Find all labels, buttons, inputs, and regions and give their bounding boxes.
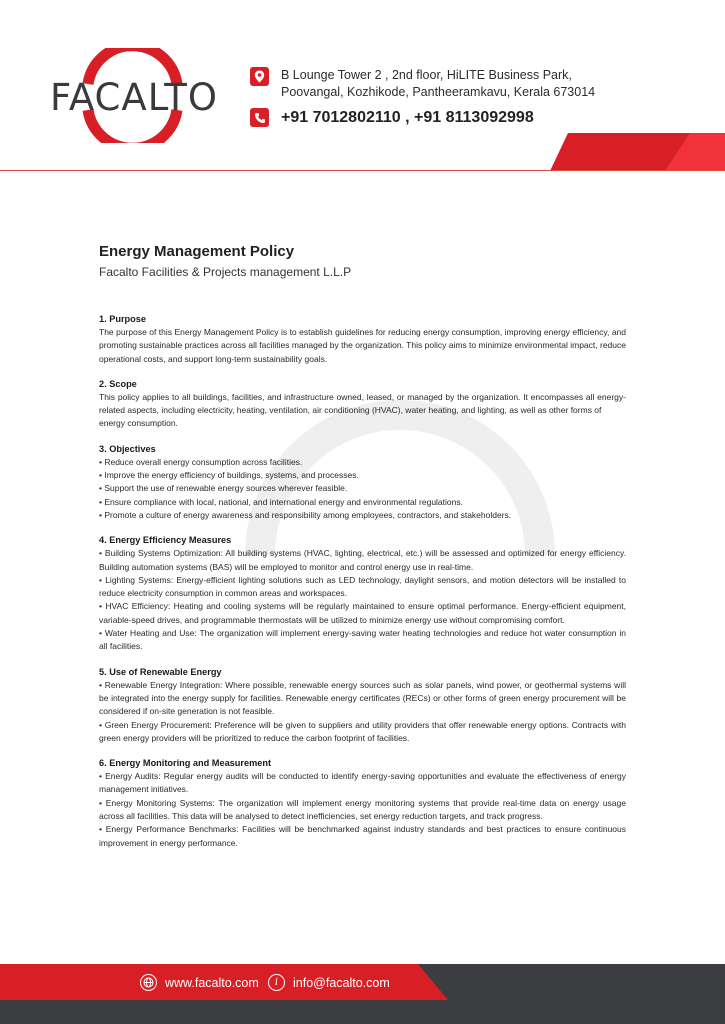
logo-text: FACALTO xyxy=(50,76,218,119)
list-item: • Promote a culture of energy awareness and responsibility among employees, contractors, and stakeholders. xyxy=(99,509,512,520)
section-renewable-energy xyxy=(99,666,626,745)
list-item: • Improve the energy efficiency of buildings, systems, and processes. xyxy=(99,470,359,481)
address-block xyxy=(250,67,595,101)
list-item: • Energy Audits: Regular energy audits will be conducted to identify energy-saving opportunities and evaluate the effectiveness of energy management initiatives. xyxy=(99,771,626,795)
info-icon: i xyxy=(268,974,285,991)
address-line-1: B Lounge Tower 2 , 2nd floor, HiLITE Business Park, xyxy=(281,68,572,82)
section-efficiency-measures xyxy=(99,534,626,653)
bullet-list xyxy=(99,456,626,522)
address-line-2: Poovangal, Kozhikode, Pantheeramkavu, Kerala 673014 xyxy=(281,85,596,99)
list-item: • Ensure compliance with local, national, and international energy and environmental regulations. xyxy=(99,496,463,507)
document-subtitle: Facalto Facilities & Projects management L.L.P xyxy=(99,265,352,279)
phone-block xyxy=(250,108,534,128)
list-item: • Lighting Systems: Energy-efficient lighting solutions such as LED technology, daylight sensors, and motion detectors will be installed to reduce electricity consumption in common areas and workspaces. xyxy=(99,574,626,599)
list-item: • Green Energy Procurement: Preference will be given to suppliers and utility providers that offer renewable energy options. Contracts with green energy providers will be prioritized to reduce the carbon footprint of facilities. xyxy=(99,719,626,743)
company-logo xyxy=(50,48,218,143)
list-item: • HVAC Efficiency: Heating and cooling systems will be regularly maintained to ensure optimal performance. Energy-efficient equipment, variable-speed drives, and programmable thermostats will be utilized to minimize energy use without compromising comfort. xyxy=(99,601,626,625)
globe-icon xyxy=(140,974,157,991)
section-heading: 3. Objectives xyxy=(99,443,156,454)
location-pin-icon xyxy=(250,67,269,86)
section-paragraph: The purpose of this Energy Management Policy is to establish guidelines for reducing energy consumption, improving energy efficiency, and promoting sustainable practices across all facilities managed by the organization. This policy aims to minimize environmental impact, reduce operational costs, and support long-term sustainability goals. xyxy=(99,327,626,364)
list-item: • Support the use of renewable energy sources wherever feasible. xyxy=(99,483,348,494)
bullet-list xyxy=(99,547,626,653)
section-heading: 4. Energy Efficiency Measures xyxy=(99,535,232,546)
list-item: • Water Heating and Use: The organization will implement energy-saving water heating technologies and reduce hot water consumption in all facilities. xyxy=(99,628,626,652)
header-red-band xyxy=(550,133,725,173)
section-scope xyxy=(99,378,626,431)
section-monitoring xyxy=(99,757,626,850)
document-body xyxy=(99,243,626,862)
section-heading: 5. Use of Renewable Energy xyxy=(99,666,222,677)
bullet-list xyxy=(99,679,626,745)
footer-website[interactable] xyxy=(140,974,259,991)
list-item: • Reduce overall energy consumption across facilities. xyxy=(99,456,303,467)
section-paragraph: This policy applies to all buildings, facilities, and infrastructure owned, leased, or managed by the organization. It encompasses all energy-related aspects, including electricity, heating, ventilation, air conditioning (HVAC), water heating, and lighting, as well as other forms of xyxy=(99,391,626,416)
bullet-list xyxy=(99,770,626,850)
section-heading: 6. Energy Monitoring and Measurement xyxy=(99,758,272,769)
section-heading: 2. Scope xyxy=(99,378,137,389)
section-purpose xyxy=(99,313,626,366)
section-paragraph: energy consumption. xyxy=(99,418,178,429)
email-link[interactable]: info@facalto.com xyxy=(293,975,390,990)
list-item: • Renewable Energy Integration: Where possible, renewable energy sources such as solar panels, wind power, or geothermal systems will be integrated into the energy supply for facilities. Renewable energy certificates (RECs) or other forms of green energy procurement will be considered if on-site generation is not feasible. xyxy=(99,679,626,717)
document-title: Energy Management Policy xyxy=(99,243,295,260)
footer-email[interactable] xyxy=(268,974,390,991)
phone-icon xyxy=(250,108,269,127)
page-header xyxy=(0,0,725,175)
policy-sections xyxy=(99,313,626,850)
list-item: • Energy Monitoring Systems: The organization will implement energy monitoring systems that provide real-time data on energy usage across all facilities. This data will be analysed to detect inefficiencies, set energy reduction targets, and track progress. xyxy=(99,797,626,822)
section-objectives xyxy=(99,443,626,522)
header-divider xyxy=(0,170,725,171)
page-footer xyxy=(0,964,725,1024)
phone-numbers[interactable]: +91 7012802110 , +91 8113092998 xyxy=(281,109,534,126)
list-item: • Energy Performance Benchmarks: Facilities will be benchmarked against industry standards and best practices to ensure continuous improvement in energy performance. xyxy=(99,824,626,848)
section-heading: 1. Purpose xyxy=(99,314,146,324)
list-item: • Building Systems Optimization: All building systems (HVAC, lighting, electrical, etc.) will be assessed and optimized for energy efficiency. Building automation systems (BAS) will be employed to monitor and control energy use in real-time. xyxy=(99,548,626,572)
website-link[interactable]: www.facalto.com xyxy=(165,975,259,990)
